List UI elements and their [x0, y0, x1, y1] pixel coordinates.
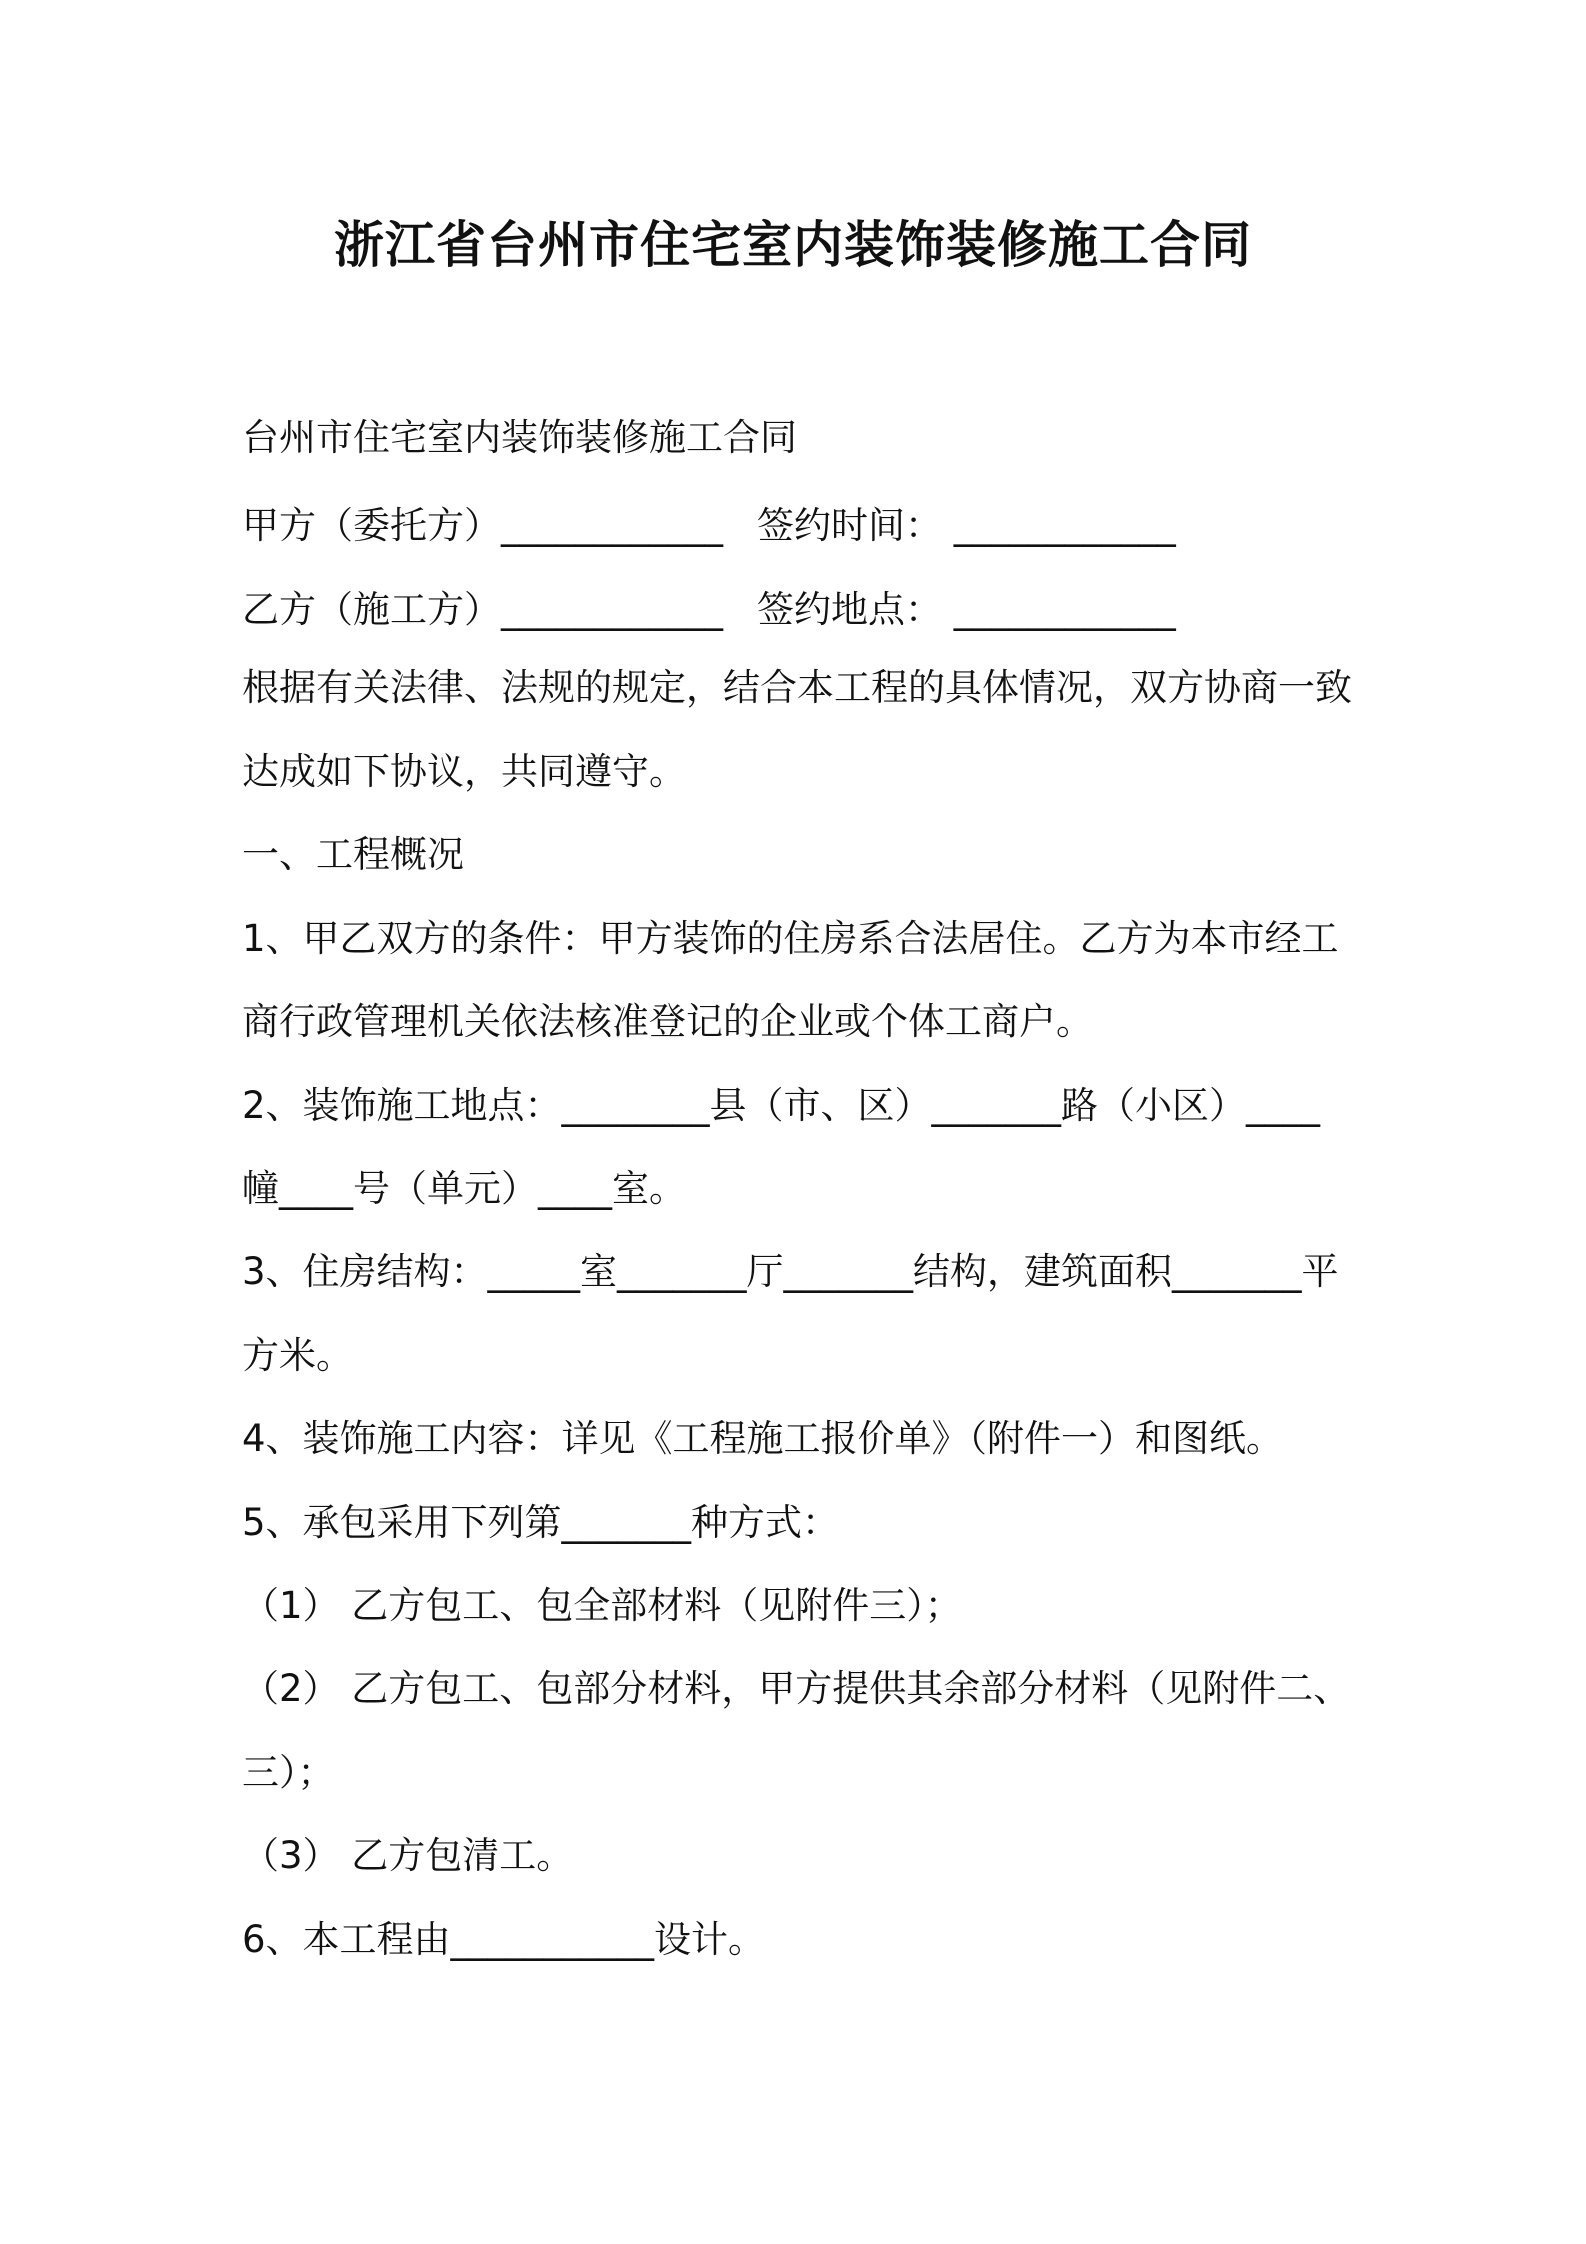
sign-place-field: 签约地点： ____________: [757, 588, 1176, 631]
clause-2-line-1: 2、装饰施工地点：________县（市、区）_______路（小区）____: [242, 1084, 1321, 1127]
clause-6: 6、本工程由___________设计。: [242, 1918, 766, 1961]
party-b-field: 乙方（施工方）____________: [242, 588, 723, 631]
clause-3-line-1: 3、住房结构：_____室_______厅_______结构，建筑面积_______平: [242, 1250, 1339, 1293]
preamble-line-2: 达成如下协议，共同遵守。: [242, 750, 686, 793]
sign-time-field: 签约时间： ____________: [757, 504, 1176, 547]
option-1: （1） 乙方包工、包全部材料（见附件三）；: [242, 1584, 962, 1627]
document-title: 浙江省台州市住宅室内装饰装修施工合同: [334, 216, 1252, 274]
clause-3-line-2: 方米。: [242, 1334, 353, 1377]
document-subtitle: 台州市住宅室内装饰装修施工合同: [242, 416, 797, 459]
section-heading-overview: 一、工程概况: [242, 833, 464, 876]
clause-1-line-1: 1、甲乙双方的条件：甲方装饰的住房系合法居住。乙方为本市经工: [242, 917, 1339, 960]
option-2-line-2: 三）；: [242, 1751, 335, 1794]
option-2-line-1: （2） 乙方包工、包部分材料，甲方提供其余部分材料（见附件二、: [242, 1667, 1351, 1710]
clause-5: 5、承包采用下列第_______种方式：: [242, 1501, 840, 1544]
clause-4: 4、装饰施工内容：详见《工程施工报价单》（附件一）和图纸。: [242, 1417, 1284, 1460]
preamble-line-1: 根据有关法律、法规的规定，结合本工程的具体情况，双方协商一致: [242, 666, 1352, 709]
party-a-field: 甲方（委托方）____________: [242, 504, 723, 547]
clause-1-line-2: 商行政管理机关依法核准登记的企业或个体工商户。: [242, 1000, 1093, 1043]
option-3: （3） 乙方包清工。: [242, 1834, 574, 1877]
clause-2-line-2: 幢____号（单元）____室。: [242, 1167, 686, 1210]
